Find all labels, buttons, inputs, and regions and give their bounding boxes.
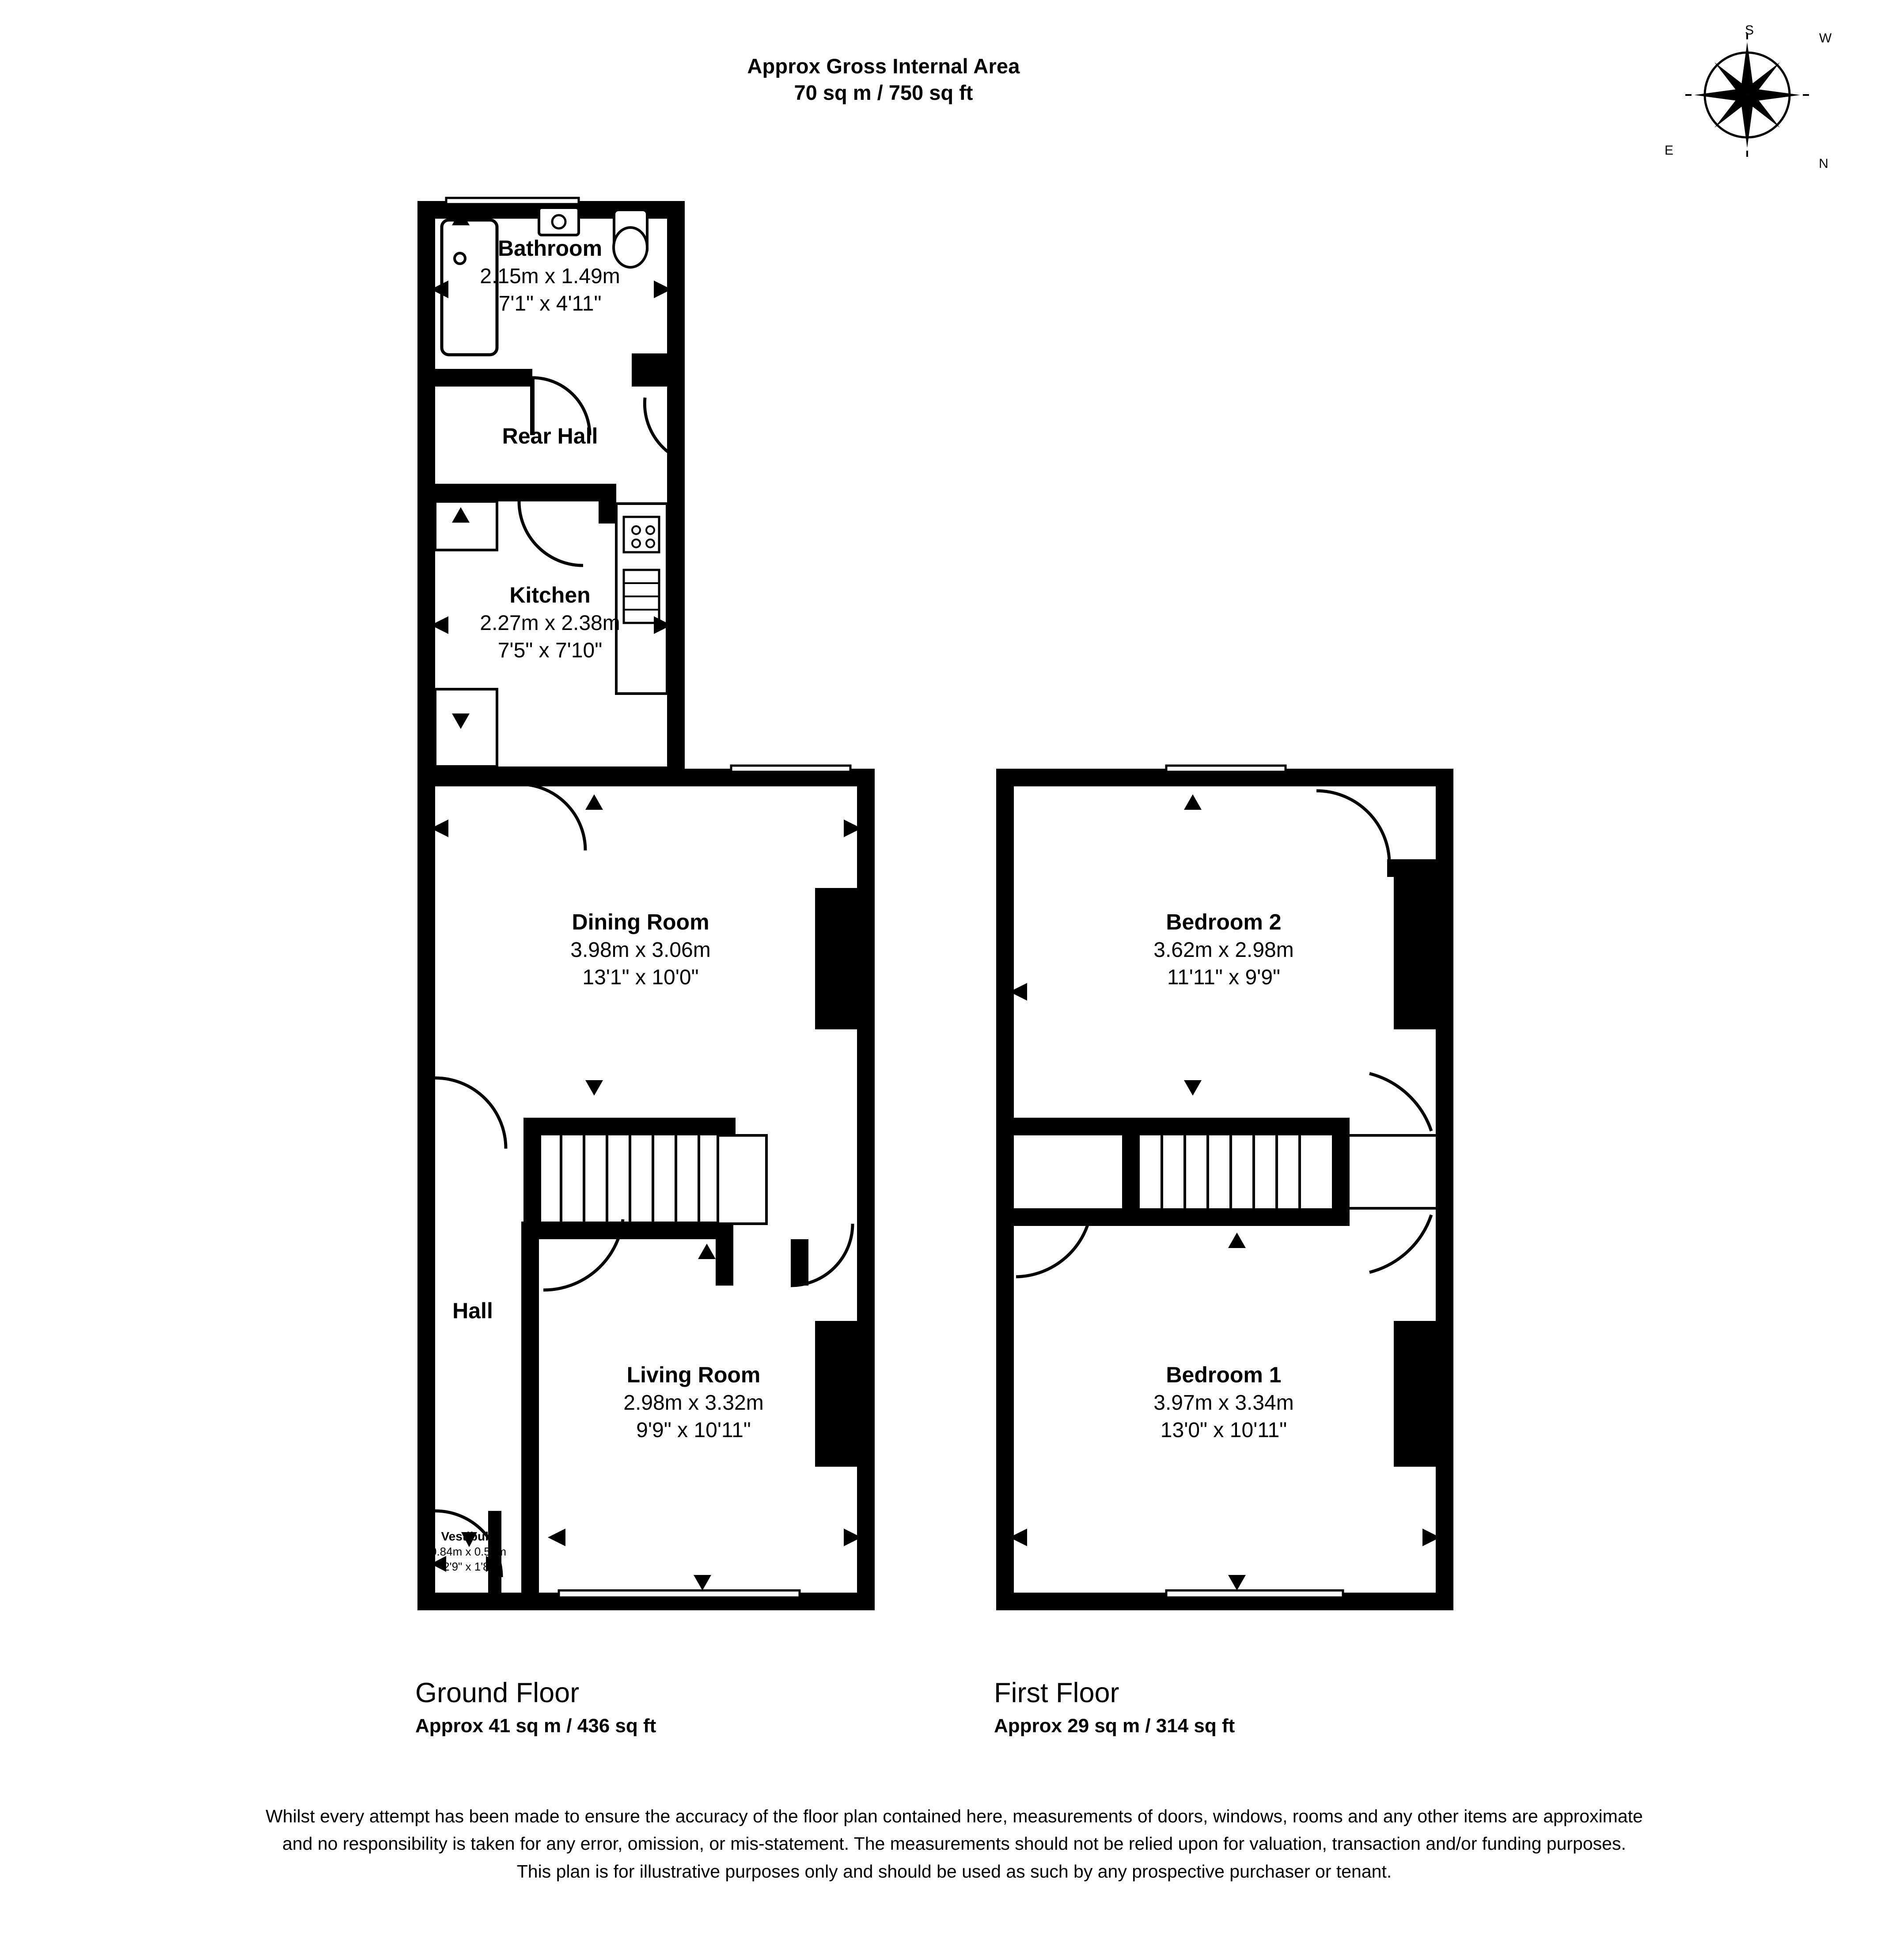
room-dim-imperial: 11'11" x 9'9" — [1167, 966, 1281, 990]
room-label-vestibule — [411, 1529, 526, 1575]
room-dim-metric: 3.98m x 3.06m — [570, 938, 711, 962]
floor-title: First Floor — [994, 1677, 1119, 1708]
room-label-living-room — [495, 1361, 892, 1445]
room-dim-metric: 3.62m x 2.98m — [1153, 938, 1294, 962]
room-dim-metric: 2.27m x 2.38m — [480, 611, 620, 635]
floor-area: Approx 29 sq m / 314 sq ft — [994, 1715, 1235, 1737]
svg-text:W: W — [1819, 31, 1832, 46]
room-name: Bedroom 1 — [1166, 1362, 1282, 1387]
room-name: Vestibule — [441, 1529, 496, 1543]
first-floor-plan — [996, 766, 1453, 1610]
room-name: Hall — [452, 1298, 493, 1323]
room-dim-imperial: 13'0" x 10'11" — [1160, 1419, 1287, 1442]
room-dim-metric: 3.97m x 3.34m — [1153, 1391, 1294, 1415]
room-name: Bathroom — [497, 236, 603, 261]
room-dim-imperial: 7'5" x 7'10" — [497, 639, 603, 663]
room-label-kitchen — [413, 581, 687, 665]
room-label-dining-room — [442, 908, 839, 992]
room-dim-metric: 2.98m x 3.32m — [623, 1391, 764, 1415]
room-dim-imperial: 13'1" x 10'0" — [582, 966, 699, 990]
room-dim-imperial: 9'9" x 10'11" — [636, 1419, 751, 1442]
room-dim-imperial: 2'9" x 1'8" — [443, 1560, 493, 1574]
room-name: Living Room — [626, 1362, 761, 1387]
room-name: Kitchen — [509, 583, 591, 607]
room-name: Dining Room — [572, 910, 709, 934]
room-label-rear-hall — [413, 422, 687, 451]
disclaimer-text: Whilst every attempt has been made to ensure the accuracy of the floor plan contained here, measurements of doors, windows, rooms and any other items are approximate and no responsibility is taken for any error, omission, or mis-statement. The measurements should not be relied upon for valuation, transaction and/or funding purposes. This plan is for illustrative purposes only and should be used as such by any prospective purchaser or tenant. — [265, 1806, 1643, 1882]
first-floor-caption — [994, 1674, 1524, 1740]
room-label-bedroom-1 — [1025, 1361, 1422, 1445]
svg-text:S: S — [1745, 23, 1754, 38]
room-name: Bedroom 2 — [1166, 910, 1282, 934]
floor-title: Ground Floor — [415, 1677, 580, 1708]
room-dim-metric: 0.84m x 0.52m — [430, 1545, 506, 1559]
room-name: Rear Hall — [502, 424, 598, 448]
room-label-bathroom — [413, 234, 687, 318]
gross-area-value: 70 sq m / 750 sq ft — [794, 81, 973, 105]
svg-text:N: N — [1819, 156, 1828, 168]
ground-floor-caption — [415, 1674, 945, 1740]
floor-area: Approx 41 sq m / 436 sq ft — [415, 1715, 656, 1737]
gross-area-label: Approx Gross Internal Area — [747, 54, 1020, 78]
room-dim-metric: 2.15m x 1.49m — [480, 265, 620, 288]
svg-text:E: E — [1664, 143, 1674, 158]
room-label-bedroom-2 — [1025, 908, 1422, 992]
room-label-hall — [415, 1297, 530, 1325]
room-dim-imperial: 7'1" x 4'11" — [498, 292, 602, 316]
